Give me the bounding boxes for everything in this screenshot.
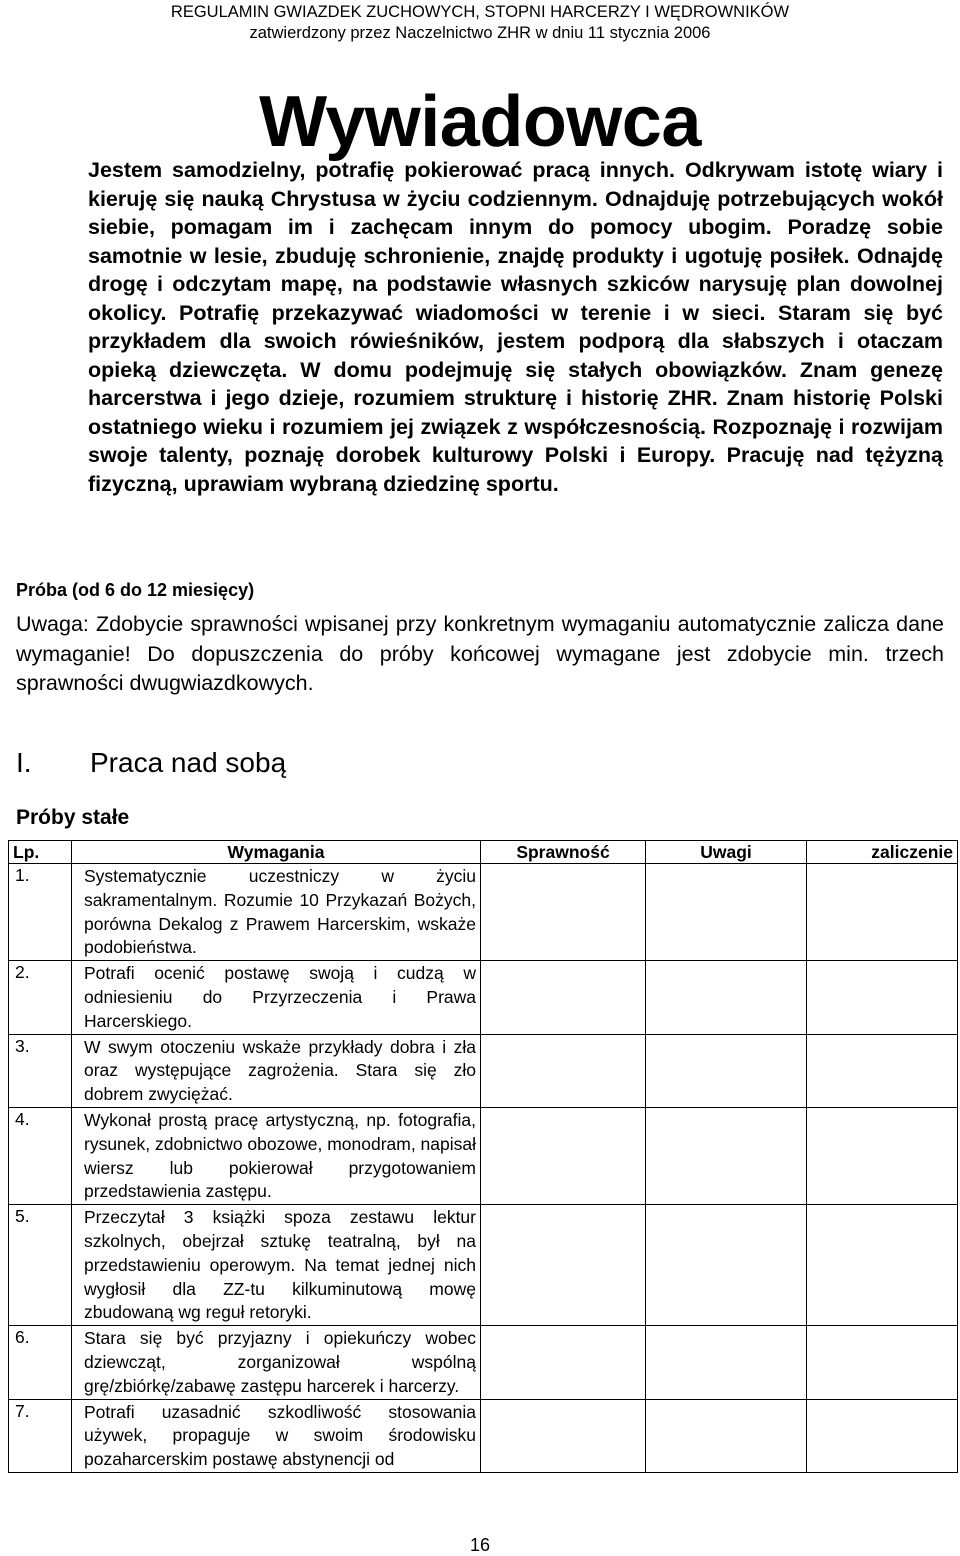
row-sprawnosc-cell [481, 1205, 646, 1326]
page-title: Wywiadowca [259, 82, 701, 162]
header-zaliczenie: zaliczenie [807, 841, 958, 864]
intro-paragraph: Jestem samodzielny, potrafię pokierować pracą innych. Odkrywam istotę wiary i kieruję się nauką Chrystusa w życiu codziennym. Odnajduję potrzebujących wokół siebie, pomagam im i zachęcam innym do pomocy ubogim. Poradzę sobie samotnie w lesie, zbuduję schronienie, znajdę produkty i ugotuję posiłek. Odnajdę drogę i odczytam mapę, na podstawie własnych szkiców narysuję plan dowolnej okolicy. Potrafię przekazywać wiadomości w terenie i w sieci. Staram się być przykładem dla swoich rówieśników, jestem podporą dla słabszych i otaczam opieką dziewczęta. W domu podejmuję się stałych obowiązków. Znam genezę harcerstwa i jego dzieje, rozumiem strukturę i historię ZHR. Znam historię Polski ostatniego wieku i rozumiem jej związek z współczesnością. Rozpoznaję i rozwijam swoje talenty, poznaję dorobek kulturowy Polski i Europy. Pracuję nad tężyzną fizyczną, uprawiam wybraną dziedzinę sportu. [88, 158, 943, 496]
page-number: 16 [469, 1535, 491, 1555]
header-line-1: REGULAMIN GWIAZDEK ZUCHOWYCH, STOPNI HARCERZY I WĘDROWNIKÓW [170, 3, 790, 21]
row-zaliczenie-cell [807, 1399, 958, 1472]
row-uwagi-cell [646, 1326, 807, 1399]
row-uwagi-cell [646, 1205, 807, 1326]
row-requirement: Potrafi uzasadnić szkodliwość stosowania używek, propaguje w swoim środowisku pozaharcerskim postawę abstynencji od [72, 1399, 481, 1472]
row-sprawnosc-cell [481, 1326, 646, 1399]
table-row [9, 1399, 958, 1472]
header-line-2: zatwierdzony przez Naczelnictwo ZHR w dniu 11 stycznia 2006 [249, 24, 711, 42]
row-uwagi-cell [646, 864, 807, 961]
row-uwagi-cell [646, 1034, 807, 1107]
row-sprawnosc-cell [481, 864, 646, 961]
row-zaliczenie-cell [807, 1326, 958, 1399]
document-header [0, 2, 960, 44]
row-zaliczenie-cell [807, 1205, 958, 1326]
table-row [9, 1205, 958, 1326]
row-requirement: Potrafi ocenić postawę swoją i cudzą w odniesieniu do Przyrzeczenia i Prawa Harcerskiego. [72, 961, 481, 1034]
table-row [9, 1326, 958, 1399]
row-sprawnosc-cell [481, 1107, 646, 1204]
table-row [9, 1034, 958, 1107]
row-number: 4. [9, 1107, 72, 1204]
section-number: I. [16, 747, 32, 778]
row-number: 2. [9, 961, 72, 1034]
row-requirement: Przeczytał 3 książki spoza zestawu lektur szkolnych, obejrzał sztukę teatralną, był na przedstawieniu operowym. Na temat jednej nich wygłosił dla ZZ-tu kilkuminutową mowę zbudowaną wg reguł retoryki. [72, 1205, 481, 1326]
row-zaliczenie-cell [807, 864, 958, 961]
row-sprawnosc-cell [481, 961, 646, 1034]
section-heading [16, 746, 286, 780]
note-paragraph: Uwaga: Zdobycie sprawności wpisanej przy konkretnym wymaganiu automatycznie zalicza dane wymaganie! Do dopuszczenia do próby końcowej wymagane jest zdobycie min. trzech sprawności dwugwiazdkowych. [16, 612, 944, 695]
table-row [9, 864, 958, 961]
row-zaliczenie-cell [807, 1034, 958, 1107]
row-requirement: Wykonał prostą pracę artystyczną, np. fotografia, rysunek, zdobnictwo obozowe, monodram, napisał wiersz lub pokierował przygotowaniem przedstawienia zastępu. [72, 1107, 481, 1204]
section-title: Praca nad sobą [90, 747, 287, 778]
row-sprawnosc-cell [481, 1034, 646, 1107]
header-wymagania: Wymagania [72, 841, 481, 864]
row-requirement: Stara się być przyjazny i opiekuńczy wobec dziewcząt, zorganizował wspólną grę/zbiórkę/zabawę zastępu harcerek i harcerzy. [72, 1326, 481, 1399]
row-requirement: Systematycznie uczestniczy w życiu sakramentalnym. Rozumie 10 Przykazań Bożych, porówna Dekalog z Prawem Harcerskim, wskaże podobieństwa. [72, 864, 481, 961]
row-number: 6. [9, 1326, 72, 1399]
row-uwagi-cell [646, 961, 807, 1034]
row-sprawnosc-cell [481, 1399, 646, 1472]
row-number: 7. [9, 1399, 72, 1472]
row-number: 1. [9, 864, 72, 961]
table-header-row [9, 841, 958, 864]
table-row [9, 961, 958, 1034]
proba-label: Próba (od 6 do 12 miesięcy) [16, 580, 255, 600]
table-row [9, 1107, 958, 1204]
requirements-table [8, 840, 958, 1473]
row-zaliczenie-cell [807, 961, 958, 1034]
header-uwagi: Uwagi [646, 841, 807, 864]
row-uwagi-cell [646, 1107, 807, 1204]
row-requirement: W swym otoczeniu wskaże przykłady dobra i zła oraz występujące zagrożenia. Stara się zło dobrem zwyciężać. [72, 1034, 481, 1107]
row-zaliczenie-cell [807, 1107, 958, 1204]
row-uwagi-cell [646, 1399, 807, 1472]
header-lp: Lp. [9, 841, 72, 864]
header-sprawnosc: Sprawność [481, 841, 646, 864]
subsection-heading: Próby stałe [16, 806, 130, 829]
row-number: 5. [9, 1205, 72, 1326]
row-number: 3. [9, 1034, 72, 1107]
